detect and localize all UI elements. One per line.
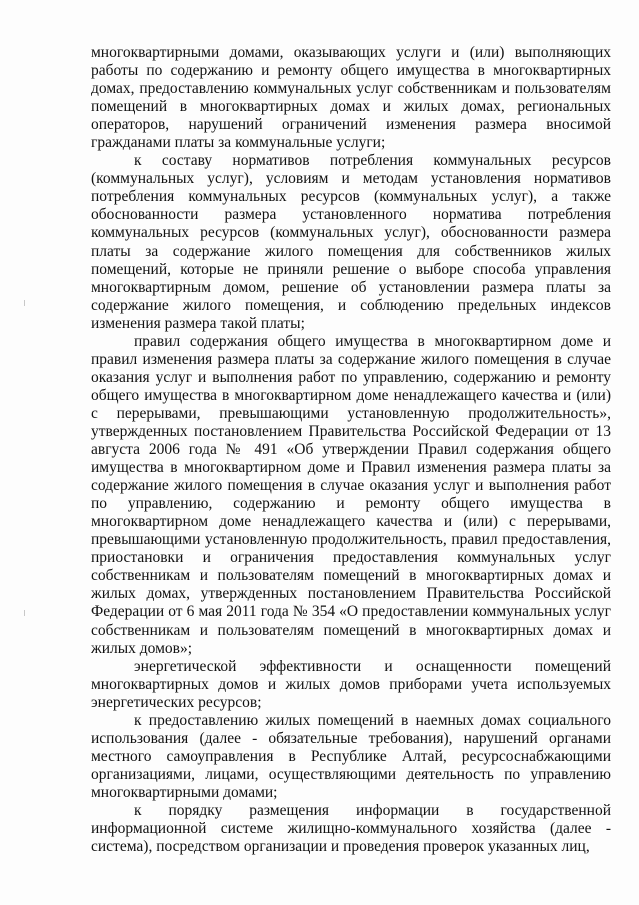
paragraph-3: правил содержания общего имущества в многоквартирном доме и правил изменения размера платы за содержание жилого помещения в случае оказания услуг и выполнения работ по управлению, содержанию и ремонту общего имущества в многоквартирном доме ненадлежащего качества и (или) с перерывами, превышающими установленную продолжительность», утвержденных постановлением Правительства Российской Федерации от 13 августа 2006 года № 491 «Об утверждении Правил содержания общего имущества в многоквартирном доме и Правил изменения размера платы за содержание жилого помещения в случае оказания услуг и выполнения работ по управлению, содержанию и ремонту общего имущества в многоквартирном доме ненадлежащего качества и (или) с перерывами, превышающими установленную продолжительность, правил предоставления, приостановки и ограничения предоставления коммунальных услуг собственникам и пользователям помещений в многоквартирных домах и жилых домах, утвержденных постановлением Правительства Российской Федерации от 6 мая 2011 года № 354 «О предоставлении коммунальных услуг собственникам и пользователям помещений в многоквартирных домах и жилых домов»;: [91, 332, 611, 657]
paragraph-5: к предоставлению жилых помещений в наемных домах социального использования (далее - обязательные требования), нарушений органами местного самоуправления в Республике Алтай, ресурсоснабжающими организациями, лицами, осуществляющими деятельность по управлению многоквартирными домами;: [91, 711, 611, 801]
paragraph-6: к порядку размещения информации в государственной информационной системе жилищно-коммунального хозяйства (далее - система), посредством организации и проведения проверок указанных лиц,: [91, 801, 611, 856]
document-body: [91, 44, 611, 856]
paragraph-1: многоквартирными домами, оказывающих услуги и (или) выполняющих работы по содержанию и ремонту общего имущества в многоквартирных домах, предоставлению коммунальных услуг собственникам и пользователям помещений в многоквартирных домах и жилых домах, региональных операторов, нарушений ограничений изменения размера вносимой гражданами платы за коммунальные услуги;: [91, 44, 611, 152]
scan-margin-mark: [24, 610, 25, 616]
scan-margin-mark: [24, 300, 25, 306]
paragraph-2: к составу нормативов потребления коммунальных ресурсов (коммунальных услуг), условиям и методам установления нормативов потребления коммунальных ресурсов (коммунальных услуг), а также обоснованности размера установленного норматива потребления коммунальных ресурсов (коммунальных услуг), обоснованности размера платы за содержание жилого помещения для собственников жилых помещений, которые не приняли решение о выборе способа управления многоквартирным домом, решение об установлении размера платы за содержание жилого помещения, и соблюдению предельных индексов изменения размера такой платы;: [91, 152, 611, 332]
paragraph-4: энергетической эффективности и оснащенности помещений многоквартирных домов и жилых домов приборами учета используемых энергетических ресурсов;: [91, 657, 611, 711]
